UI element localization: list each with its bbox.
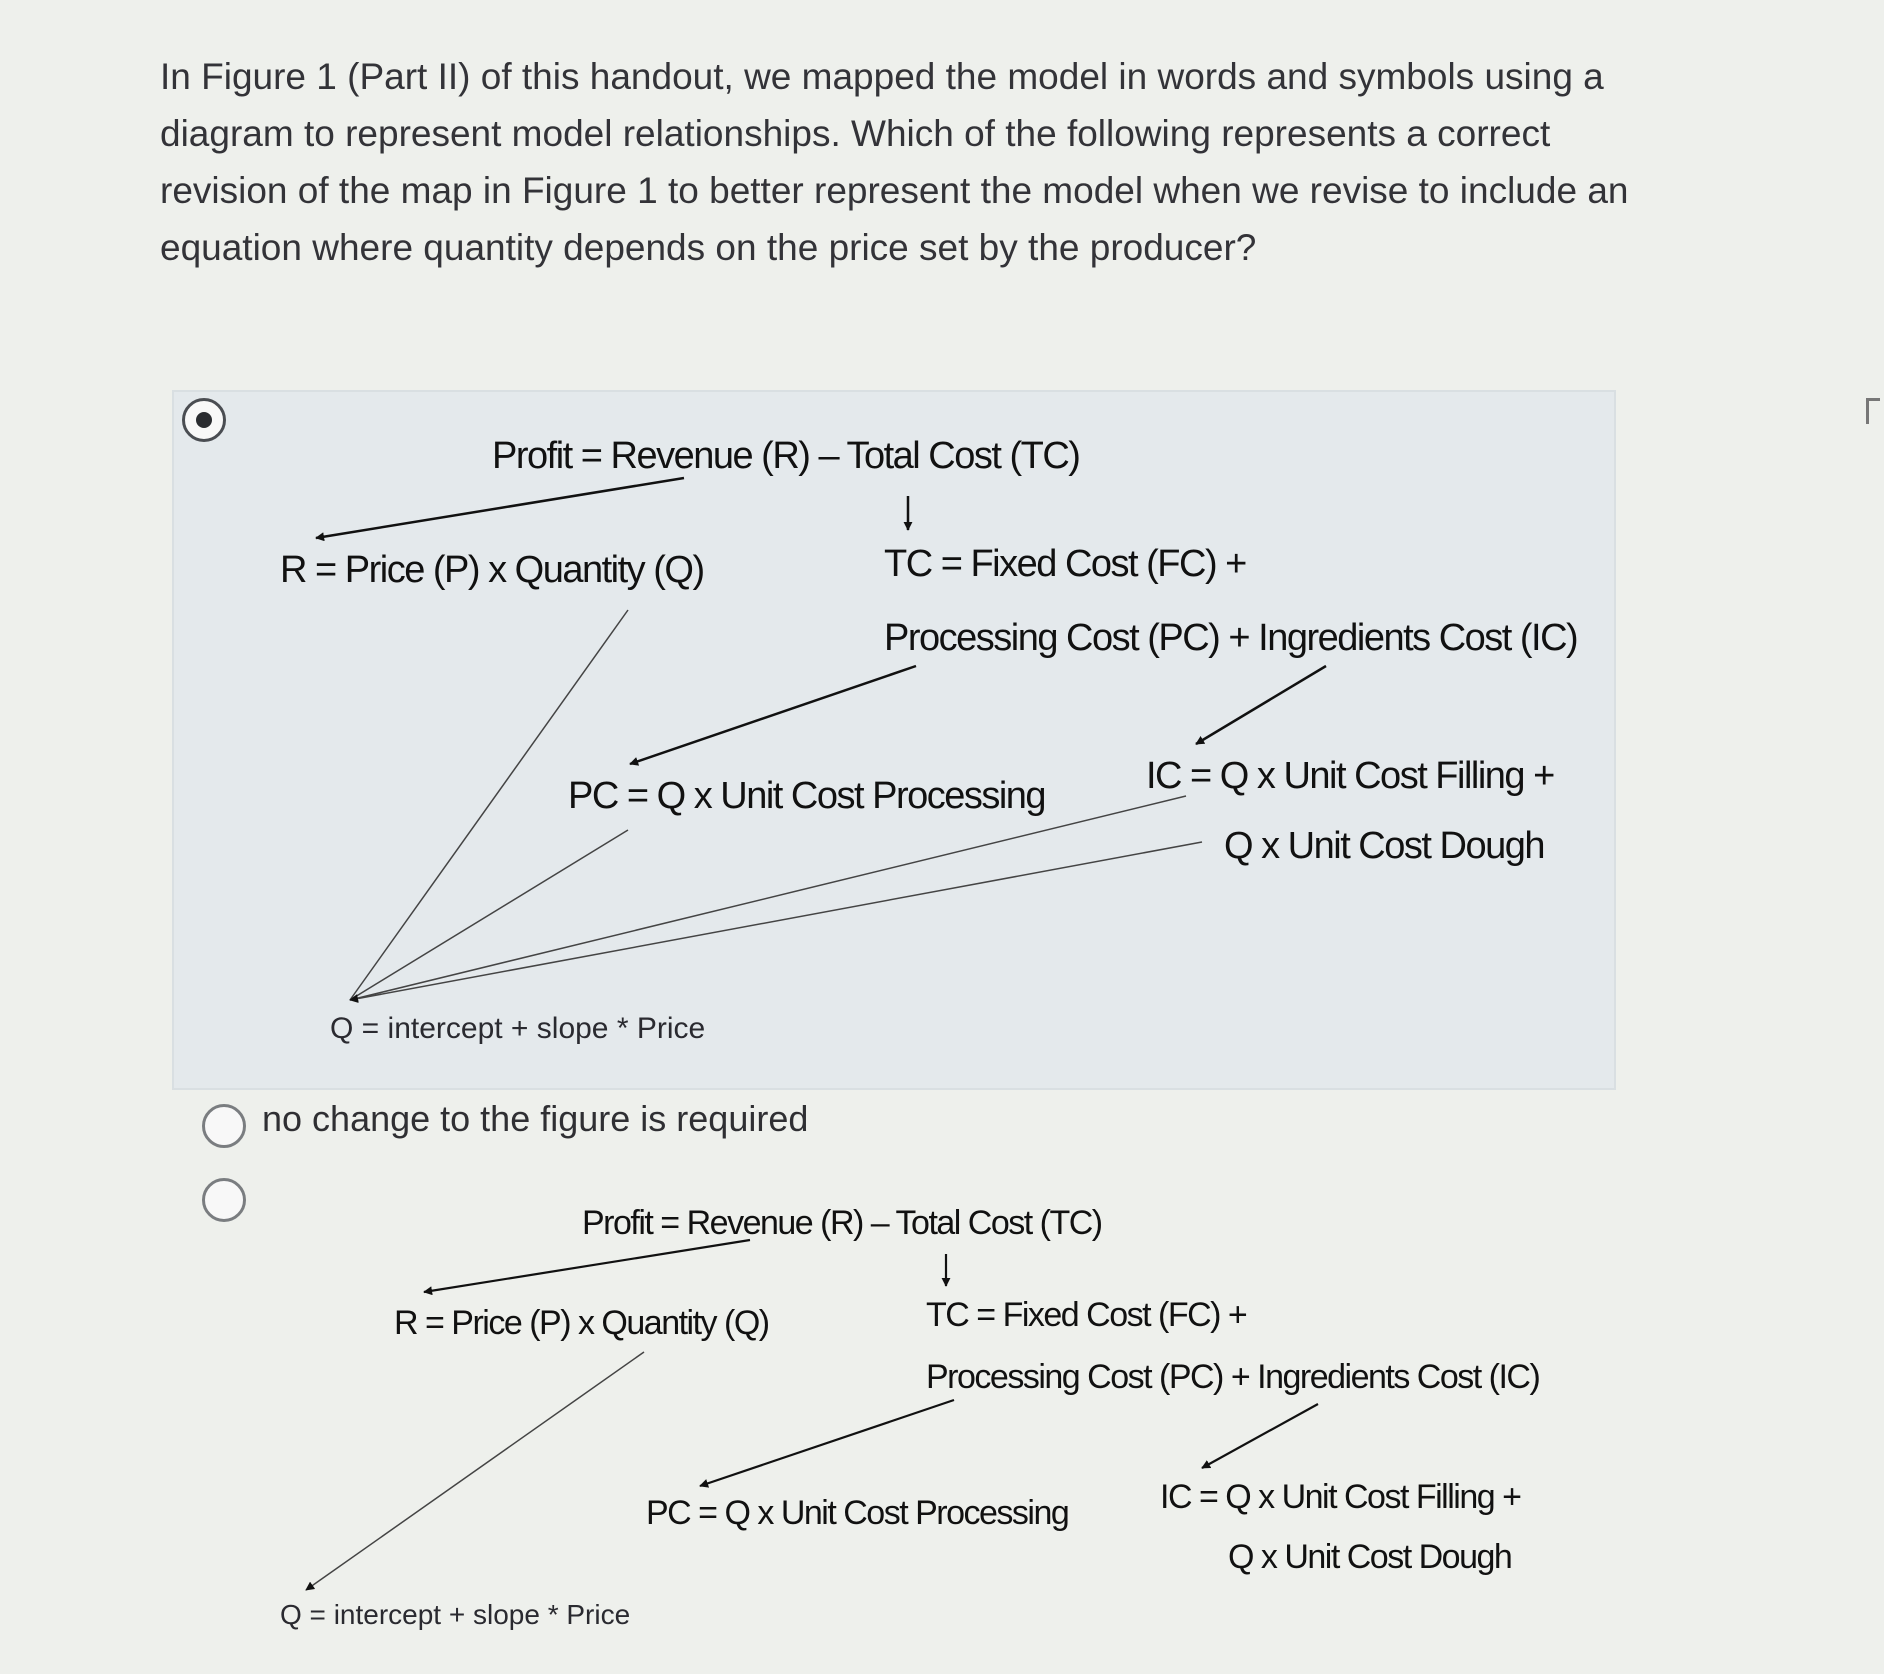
option-1-pc-equation: PC = Q x Unit Cost Processing	[568, 775, 1046, 817]
option-1-tc-equation-line2: Processing Cost (PC) + Ingredients Cost (IC)	[884, 617, 1578, 659]
option-2-radio[interactable]	[202, 1104, 246, 1148]
option-1-link-ic-filling-to-quantity	[350, 796, 1186, 1000]
option-1-quantity-equation: Q = intercept + slope * Price	[330, 1012, 706, 1045]
option-3-radio[interactable]	[202, 1178, 246, 1222]
option-1-arrow-tc-to-pc	[630, 666, 916, 764]
option-1-arrow-tc-to-ic	[1196, 666, 1326, 744]
option-3-ic-equation-line2: Q x Unit Cost Dough	[1228, 1538, 1512, 1576]
radio-selected-dot	[196, 412, 212, 428]
option-3-link-revenue-to-quantity	[306, 1352, 644, 1590]
option-3-arrow-tc-to-ic	[1202, 1404, 1318, 1468]
option-3-tc-equation-line1: TC = Fixed Cost (FC) +	[926, 1296, 1247, 1334]
option-1-ic-equation-line2: Q x Unit Cost Dough	[1224, 825, 1544, 867]
option-3-profit-equation: Profit = Revenue (R) – Total Cost (TC)	[582, 1204, 1102, 1242]
option-1-arrow-profit-to-revenue	[316, 478, 684, 538]
option-3-arrow-tc-to-pc	[700, 1400, 954, 1486]
option-3-quantity-equation: Q = intercept + slope * Price	[280, 1599, 631, 1630]
option-3-pc-equation: PC = Q x Unit Cost Processing	[646, 1494, 1069, 1532]
option-3-tc-equation-line2: Processing Cost (PC) + Ingredients Cost (IC)	[926, 1358, 1540, 1396]
option-1-profit-equation: Profit = Revenue (R) – Total Cost (TC)	[492, 435, 1080, 477]
option-3-diagram	[280, 1204, 1539, 1630]
option-1-revenue-equation: R = Price (P) x Quantity (Q)	[280, 549, 704, 591]
option-1-radio[interactable]	[182, 398, 226, 442]
option-1-tc-equation-line1: TC = Fixed Cost (FC) +	[884, 543, 1246, 585]
option-3-revenue-equation: R = Price (P) x Quantity (Q)	[394, 1304, 769, 1342]
option-3-arrow-profit-to-revenue	[424, 1240, 750, 1292]
option-3-ic-equation-line1: IC = Q x Unit Cost Filling +	[1160, 1478, 1521, 1516]
option-2-label[interactable]: no change to the figure is required	[262, 1098, 809, 1139]
question-text: In Figure 1 (Part II) of this handout, we mapped the model in words and symbols using a diagram to represent model relationships. Which of the following represents a correct revision of the map in Figure 1 to better represent the model when we revise to include an equation where quantity depends on the price set by the producer?	[160, 56, 1629, 268]
option-1-diagram	[280, 435, 1577, 1045]
option-1-ic-equation-line1: IC = Q x Unit Cost Filling +	[1146, 755, 1554, 797]
